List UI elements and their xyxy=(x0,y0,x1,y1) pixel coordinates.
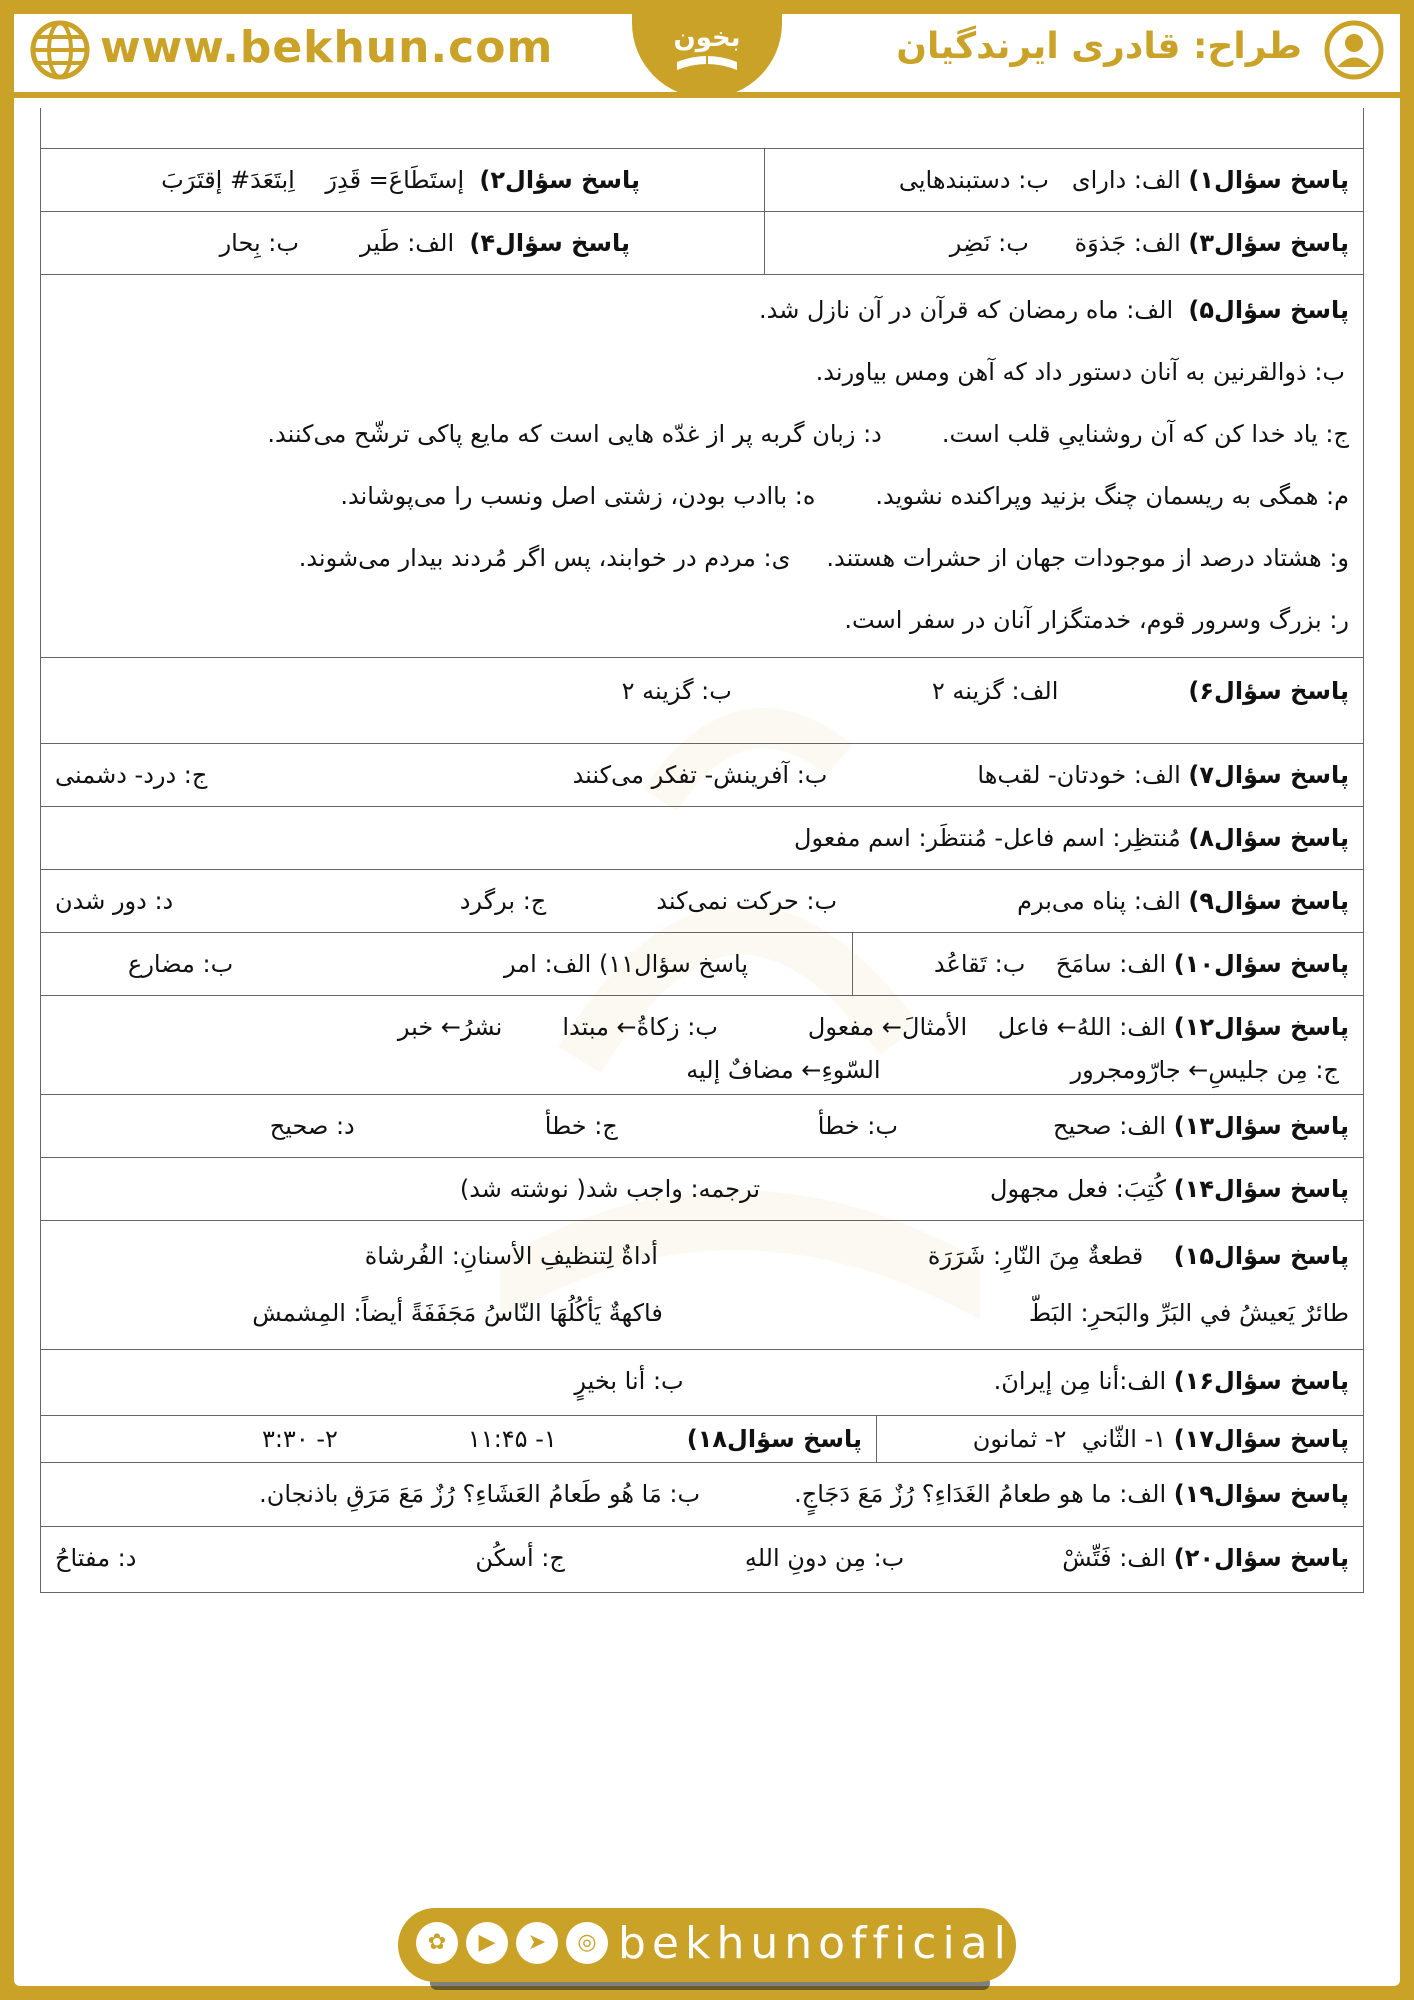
aparat-icon[interactable]: ✿ xyxy=(416,1922,458,1964)
q4-a: الف: طَیر xyxy=(360,229,455,257)
q4-b: ب: بِحار xyxy=(219,229,299,257)
user-icon xyxy=(1324,20,1384,80)
q5-label: پاسخ سؤال۵) xyxy=(1188,296,1349,324)
globe-icon xyxy=(30,20,90,80)
q17-label: پاسخ سؤال۱۷) xyxy=(1173,1425,1349,1453)
row-q1-q2 xyxy=(41,149,1363,212)
q10-label: پاسخ سؤال۱۰) xyxy=(1173,950,1349,978)
q20-label: پاسخ سؤال۲۰) xyxy=(1173,1544,1349,1572)
q9-b: ب: حرکت نمی‌کند xyxy=(656,887,838,915)
row-q6 xyxy=(41,658,1363,744)
q4-label: پاسخ سؤال۴) xyxy=(469,229,630,257)
instagram-icon[interactable]: ◎ xyxy=(566,1922,608,1964)
cell-q17 xyxy=(877,1416,1363,1462)
q1-a: الف: دارای xyxy=(1071,166,1181,194)
q14-label: پاسخ سؤال۱۴) xyxy=(1173,1175,1349,1203)
q10-b: ب: تَقاعُد xyxy=(933,950,1026,978)
q5-dal: د: زبان گربه پر از غدّه هایی است که مایع پاکی ترشّح می‌کنند. xyxy=(267,420,882,448)
q5-mim: م: همگی به ریسمان چنگ بزنید وپراکنده نشوید. xyxy=(875,482,1349,510)
q19-label: پاسخ سؤال۱۹) xyxy=(1173,1480,1349,1508)
footer-social-bar xyxy=(398,1908,1016,1982)
q5-ye: ی: مردم در خوابند، پس اگر مُردند بیدار می‌شوند. xyxy=(298,544,791,572)
cell-q4 xyxy=(44,212,765,274)
row-q7 xyxy=(41,744,1363,807)
q3-label: پاسخ سؤال۳) xyxy=(1188,229,1349,257)
q13-c: ج: خطأ xyxy=(544,1112,618,1140)
q12-b2: نشرُ← خبر xyxy=(397,1013,503,1041)
row-q9 xyxy=(41,870,1363,933)
q11-label: پاسخ سؤال۱۱) xyxy=(599,950,748,978)
q15-a: قطعةٌ مِنَ النّارِ: شَرَرَة xyxy=(927,1242,1144,1270)
q12-c2: السّوءِ← مضافٌ إلیه xyxy=(686,1056,881,1084)
q10-a: الف: سامَحَ xyxy=(1055,950,1167,978)
q15-d: فاکهةٌ یَأکُلُهَا النّاسُ مَجَفَفَةً أیضاً: المِشمش xyxy=(252,1299,663,1327)
q16-b: ب: أنا بخیرٍ xyxy=(574,1367,684,1395)
q14-b: ترجمه: واجب شد( نوشته شد) xyxy=(459,1175,761,1203)
q18-b: ۲- ۳:۳۰ xyxy=(261,1425,338,1453)
social-handle[interactable]: bekhunofficial xyxy=(618,1918,1012,1969)
row-q16 xyxy=(41,1350,1363,1416)
q8-a: مُنتظِر: اسم فاعل- مُنتظَر: اسم مفعول xyxy=(794,824,1181,852)
q16-label: پاسخ سؤال۱۶) xyxy=(1173,1367,1349,1395)
q12-b1: ب: زکاةُ← مبتدا xyxy=(562,1013,718,1041)
row-q8 xyxy=(41,807,1363,870)
q3-b: ب: نَضِر xyxy=(949,229,1029,257)
q18-label: پاسخ سؤال۱۸) xyxy=(686,1425,862,1453)
table-top-row xyxy=(41,108,1363,149)
q15-label: پاسخ سؤال۱۵) xyxy=(1173,1242,1349,1270)
row-q14 xyxy=(41,1158,1363,1221)
youtube-icon[interactable]: ▶ xyxy=(466,1922,508,1964)
q5-he: ه: باادب بودن، زشتی اصل ونسب را می‌پوشاند. xyxy=(340,482,816,510)
cell-q2 xyxy=(44,149,765,211)
row-q19 xyxy=(41,1463,1363,1527)
q5-re: ر: بزرگ وسرور قوم، خدمتگزار آنان در سفر است. xyxy=(844,606,1349,634)
book-logo-icon xyxy=(667,10,747,86)
row-q3-q4 xyxy=(41,212,1363,275)
row-q13 xyxy=(41,1095,1363,1158)
q5-be: ب: ذوالقرنین به آنان دستور داد که آهن ومس بیاورند. xyxy=(815,358,1345,386)
q7-c: ج: درد- دشمنی xyxy=(55,761,208,789)
social-icons xyxy=(416,1922,608,1964)
q13-a: الف: صحیح xyxy=(1052,1112,1167,1140)
q11-b: ب: مضارع xyxy=(128,950,234,978)
q3-a: الف: جَذوَة xyxy=(1074,229,1181,257)
row-q17-q18 xyxy=(41,1416,1363,1463)
q15-c: طائرٌ یَعیشُ في البَرِّ والبَحرِ: البَطّ xyxy=(1028,1299,1349,1327)
row-q15 xyxy=(41,1221,1363,1350)
q13-b: ب: خطأ xyxy=(817,1112,898,1140)
q6-a: الف: گزینه ۲ xyxy=(931,677,1059,705)
q6-b: ب: گزینه ۲ xyxy=(621,677,732,705)
q12-c1: ج: مِن جلیسِ← جارّومجرور xyxy=(1070,1056,1339,1084)
cell-q1 xyxy=(765,149,1363,211)
designer-credit: طراح: قادری ایرندگیان xyxy=(896,26,1302,67)
row-q5 xyxy=(41,275,1363,658)
q14-a: کُتِبَ: فعل مجهول xyxy=(990,1175,1167,1203)
q12-a2: الأمثالَ← مفعول xyxy=(807,1013,968,1041)
answer-table xyxy=(40,108,1364,1593)
row-q12 xyxy=(41,996,1363,1095)
cell-q11 xyxy=(44,933,853,995)
q17-b: ۲- ثمانون xyxy=(972,1425,1067,1453)
cell-q3 xyxy=(765,212,1363,274)
q5-alef: الف: ماه رمضان که قرآن در آن نازل شد. xyxy=(759,296,1174,324)
q9-label: پاسخ سؤال۹) xyxy=(1188,887,1349,915)
q12-a1: الف: اللهُ← فاعل xyxy=(997,1013,1167,1041)
telegram-icon[interactable]: ➤ xyxy=(516,1922,558,1964)
q15-b: أداةٌ لِتنظیفِ الأسنانِ: الفُرشاة xyxy=(364,1242,658,1270)
cell-q10 xyxy=(853,933,1363,995)
q1-b: ب: دستبندهایی xyxy=(898,166,1049,194)
q13-d: د: صحیح xyxy=(269,1112,355,1140)
q17-a: ۱- الثّاني xyxy=(1081,1425,1167,1453)
q6-label: پاسخ سؤال۶) xyxy=(1188,677,1349,705)
site-url[interactable]: www.bekhun.com xyxy=(100,22,554,73)
q20-b: ب: مِن دونِ اللهِ xyxy=(744,1544,905,1572)
q1-label: پاسخ سؤال۱) xyxy=(1188,166,1349,194)
q19-b: ب: مَا هُو طَعامُ العَشَاءِ؟ رُزٌ مَعَ مَرَقِ باذنجان. xyxy=(259,1480,701,1508)
q5-vav: و: هشتاد درصد از موجودات جهان از حشرات هستند. xyxy=(826,544,1349,572)
q16-a: الف:أنا مِن إیرانَ. xyxy=(993,1367,1167,1395)
q2-b: اِبتَعَدَ# إقتَرَبَ xyxy=(161,166,295,194)
q2-a: إستَطَاعَ= قَدِرَ xyxy=(325,166,465,194)
q19-a: الف: ما هو طعامُ الغَدَاءِ؟ رُزٌ مَعَ دَجَاجٍ. xyxy=(794,1480,1167,1508)
q9-a: الف: پناه می‌برم xyxy=(1017,887,1181,915)
q20-d: د: مفتاحُ xyxy=(55,1544,137,1572)
q20-a: الف: فَتِّشْ xyxy=(1062,1544,1167,1572)
q8-label: پاسخ سؤال۸) xyxy=(1188,824,1349,852)
q20-c: ج: أسکُن xyxy=(475,1544,565,1572)
q2-label: پاسخ سؤال۲) xyxy=(479,166,640,194)
q5-jim: ج: یاد خدا کن که آن روشناییِ قلب است. xyxy=(941,420,1349,448)
q11-a: الف: امر xyxy=(504,950,592,978)
q12-label: پاسخ سؤال۱۲) xyxy=(1173,1013,1349,1041)
q9-c: ج: برگرد xyxy=(459,887,547,915)
q7-b: ب: آفرینش- تفکر می‌کنند xyxy=(572,761,828,789)
cell-q18 xyxy=(44,1416,877,1462)
q9-d: د: دور شدن xyxy=(55,887,174,915)
row-q10-q11 xyxy=(41,933,1363,996)
q7-label: پاسخ سؤال۷) xyxy=(1188,761,1349,789)
q7-a: الف: خودتان- لقب‌ها xyxy=(977,761,1181,789)
row-q20 xyxy=(41,1527,1363,1593)
logo-text: بخون xyxy=(673,23,741,53)
q13-label: پاسخ سؤال۱۳) xyxy=(1173,1112,1349,1140)
q18-a: ۱- ۱۱:۴۵ xyxy=(467,1425,557,1453)
